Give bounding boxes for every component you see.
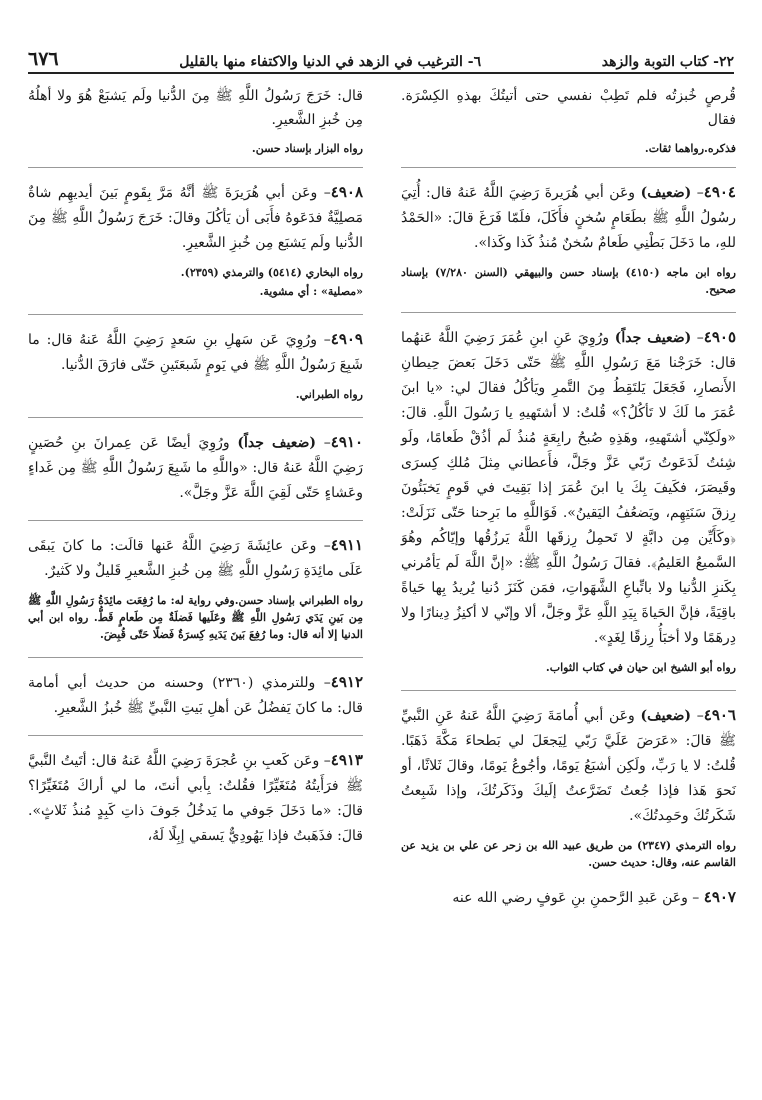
hadith-grade: (ضعيف) [640,185,692,201]
hadith-entry [28,533,363,643]
hadith-number: ٤٩٠٨ [330,183,364,201]
hadith-paragraph [28,748,363,849]
dash: – [691,708,704,724]
left-entries [28,180,363,849]
hadith-text: ورُوِيَ عَنِ ابنِ عُمَرَ رَضِيَ اللَّهُ عَنهُما قال: خَرَجْنا مَعَ رَسُولِ اللَّهِ ﷺ حَتّى دَخَلَ بَعضَ حِيطانِ الأَنصارِ، فَجَعَلَ يَلتَقِطُ مِنَ التَّمرِ ويَأكُلُ فقالَ لي: «يا ابنَ عُمَرَ ما لَكَ لا تَأكُلُ؟» قُلتُ: لا أشتَهيهِ يا رَسُولَ اللَّهِ. قالَ: «ولَكِنّي أشتَهيهِ، وهَذِهِ صُبحُ رابِعَةٍ مُنذُ لَم أذُقْ طَعامًا، ولَو شِئتُ لَدَعَوتُ رَبّي عَزَّ وجَلَّ، فأَعطاني مِثلَ مُلكِ كِسرَى وقَيصَرَ، فكَيفَ بِكَ يا ابنَ عُمَرَ إذا بَقِيتَ في قَومٍ يَخبَئُونَ رِزقَ سَنَتِهِم، ويَضعُفُ اليَقينُ». فَوَاللَّهِ ما بَرِحنا حَتّى نَزَلَتْ: ﴿وكَأَيِّن مِن دابَّةٍ لا تَحمِلُ رِزقَها اللَّهُ يَرزُقُها وإيّاكُم وهُوَ السَّميعُ العَليمُ﴾. فقالَ رَسُولُ اللَّهِ ﷺ: «إنَّ اللَّهَ لَم يَأمُرني بِكَنزِ الدُّنيا ولا باتِّباعِ الشَّهَواتِ، فمَن كَنَزَ دُنيا يُريدُ بِها حَياةً باقِيَةً، فإنَّ الحَياةَ بِيَدِ اللَّهِ عَزَّ وجَلَّ، ألا وإنّي لا أكنِزُ دِينارًا ولا دِرهَمًا ولا أخبَأُ رِزقًا لِغَدٍ». [401,330,736,646]
hadith-number: ٤٩٠٧ [703,888,736,906]
hadith-entry [28,748,363,849]
divider [401,167,736,168]
hadith-paragraph [401,325,736,651]
hadith-text: وعَن أبي هُرَيرَةَ ﷺ أنَّهُ مَرَّ بِقَومٍ بَينَ أيديهِم شاةٌ مَصلِيَّةٌ فدَعَوهُ فأَبَى أن يَأكُلَ وقالَ: خَرَجَ رَسُولُ اللَّهِ ﷺ مِنَ الدُّنيا ولَم يَشبَع مِن خُبزِ الشَّعيرِ. [28,185,363,251]
hadith-text: ورُوِيَ عَن سَهلِ بنِ سَعدٍ رَضِيَ اللَّهُ عَنهُ قال: ما شَبِعَ رَسُولُ اللَّهِ ﷺ في يَومٍ شَبعَتَينِ حَتّى فارَقَ الدُّنيا. [28,332,363,373]
continued-source: فذكره.رواهما ثقات. [644,142,736,155]
hadith-entry [401,180,736,298]
header-rule [28,72,734,74]
dash: – [691,330,704,346]
hadith-paragraph [401,180,736,256]
dash: – [687,890,700,906]
continued-source: رواه البزار بإسناد حسن. [251,142,363,155]
right-entries [401,180,736,871]
continued-text: قُرصٍ خُبزتُه فلم تَطِبْ نفسي حتى أتيتُكَ بهذهِ الكِسْرَة. فقال [401,88,736,128]
dash: – [317,185,331,201]
hadith-source: رواه الترمذي (٢٣٤٧) من طريق عبيد الله بن زحر عن علي بن يزيد عن القاسم عنه، وقال: حديث حسن. [401,839,736,869]
divider [28,314,363,315]
right-column [401,84,736,910]
hadith-entry [401,703,736,871]
divider [28,167,363,168]
hadith-paragraph [28,327,363,378]
hadith-paragraph [28,430,363,506]
dash: – [315,675,331,691]
hadith-text: وعَن أبي أُمامَةَ رَضِيَ اللَّهُ عَنهُ عَنِ النَّبيِّ ﷺ قالَ: «عَرَضَ عَلَيَّ رَبّي لِيَجعَلَ لي بَطحاءَ مَكَّةَ ذَهَبًا. قُلتُ: لا يا رَبِّ، ولَكِن أشبَعُ يَومًا، وأجُوعُ يَومًا، وقالَ ثَلاثًا، أو نَحوَ هَذا فإذا جُعتُ تَضَرَّعتُ إلَيكَ وذَكَرتُكَ، وإذا شَبِعتُ شَكَرتُكَ وحَمِدتُكَ». [401,708,736,824]
hadith-text: وعَن عَبدِ الرَّحمنِ بنِ عَوفٍ رضي الله عنه [452,890,688,906]
hadith-paragraph [28,670,363,721]
left-column [28,84,363,863]
hadith-number: ٤٩١١ [330,536,363,554]
hadith-entry [28,180,363,300]
divider [28,417,363,418]
hadith-number: ٤٩٠٥ [703,328,737,346]
hadith-source: رواه أبو الشيخ ابن حيان في كتاب الثواب. [545,661,736,674]
section-title: ٦- الترغيب في الزهد في الدنيا والاكتفاء منها بالقليل [179,54,482,70]
divider [28,735,363,736]
hadith-number: ٤٩٠٦ [703,706,736,724]
divider [401,312,736,313]
continued-text: قال: خَرَجَ رَسُولُ اللَّهِ ﷺ مِنَ الدُّنيا ولَم يَشبَعْ هُوَ ولا أهلُهُ مِن خُبزِ الشَّعيرِ. [28,88,363,128]
page-number: ٦٧٦ [28,48,59,70]
hadith-text: وعَن أبي هُرَيرةَ رَضِيَ اللَّهُ عَنهُ قال: أُتِيَ رسُولُ اللَّهِ ﷺ بطَعَامٍ سُخنٍ فأَكَلَ، فلَمّا فَرَغَ قالَ: «الحَمْدُ للهِ، ما دَخَلَ بَطْنِي طَعامٌ سُخنٌ مُنذُ كَذا وكَذا». [401,185,736,251]
dash: – [319,753,331,769]
hadith-source: رواه البخاري (٥٤١٤) والترمذي (٢٣٥٩). [180,266,363,279]
hadith-grade: (ضعيف) [640,708,692,724]
divider [28,657,363,658]
dash: – [316,538,331,554]
hadith-paragraph [28,180,363,256]
divider [28,520,363,521]
book-chapter-title: ٢٢- كتاب التوبة والزهد [601,54,734,70]
hadith-number: ٤٩٠٩ [330,330,363,348]
hadith-paragraph [28,533,363,584]
hadith-text: وعَن عائِشَةَ رَضِيَ اللَّهُ عَنها قالَت: ما كانَ يَبقَى عَلَى مائِدَةِ رَسُولِ اللَّهِ ﷺ مِن خُبزِ الشَّعيرِ قَليلٌ ولا كَثيرٌ. [28,538,363,579]
hadith-source: رواه الطبراني. [295,388,363,401]
trailing-entry [401,885,736,910]
hadith-source: رواه ابن ماجه (٤١٥٠) بإسناد حسن والبيهقي (السنن ٧/٢٨٠) بإسناد صحيح. [401,266,736,296]
hadith-text: وعَن كَعبِ بنِ عُجرَةَ رَضِيَ اللَّهُ عَنهُ قال: أتَيتُ النَّبيَّ ﷺ فرَأَيتُهُ مُتَغَيِّرًا فقُلتُ: بِأبي أنتَ، ما لي أراكَ مُتَغَيِّرًا؟ قالَ: «ما دَخَلَ جَوفي ما يَدخُلُ جَوفَ ذاتِ كَبِدٍ مُنذُ ثَلاثٍ». قالَ: فذَهَبتُ فإذا يَهُودِيٌّ يَسقي إبِلًا لَهُ، [28,753,363,844]
dash: – [316,435,331,451]
page-header [28,30,734,70]
hadith-number: ٤٩١٠ [330,433,364,451]
hadith-text: ورُوِيَ أيضًا عَن عِمرانَ بنِ حُصَينٍ رَضِيَ اللَّهُ عَنهُ قال: «واللَّهِ ما شَبِعَ رَسُولُ اللَّهِ ﷺ مِن غَداءٍ وعَشاءٍ حَتّى لَقِيَ اللَّهَ عَزَّ وجَلَّ». [28,435,363,501]
hadith-paragraph [401,703,736,829]
dash: – [316,332,331,348]
hadith-grade: (ضعيف جداً) [614,330,692,346]
hadith-source: رواه الطبراني بإسناد حسن.وفي رواية له: ما رُفِعَت مائِدَةُ رَسُولِ اللَّهِ ﷺ مِن بَينِ يَدَي رَسُولِ اللَّهِ ﷺ وعَلَيها فَضلَةٌ مِن طَعامٍ قَطُّ. رواه ابن أبي الدنيا إلا أنه قال: وما رُفِعَ بَينَ يَدَيهِ كِسرَةٌ فَضلًا حَتّى قُبِضَ. [28,594,363,641]
hadith-number: ٤٩١٢ [330,673,364,691]
hadith-number: ٤٩١٣ [330,751,363,769]
hadith-entry [28,430,363,506]
word-gloss: «مصلية» : أي مشوية. [259,285,363,298]
hadith-text: وللترمذي (٢٣٦٠) وحسنه من حديث أبي أمامة قال: ما كانَ يَفضُلُ عَن أهلِ بَيتِ النَّبيِّ ﷺ خُبزُ الشَّعيرِ. [28,675,363,716]
hadith-entry [28,670,363,721]
hadith-entry [401,325,736,676]
dash: – [691,185,704,201]
hadith-number: ٤٩٠٤ [703,183,736,201]
hadith-entry [28,327,363,403]
hadith-grade: (ضعيف جداً) [237,435,317,451]
divider [401,690,736,691]
